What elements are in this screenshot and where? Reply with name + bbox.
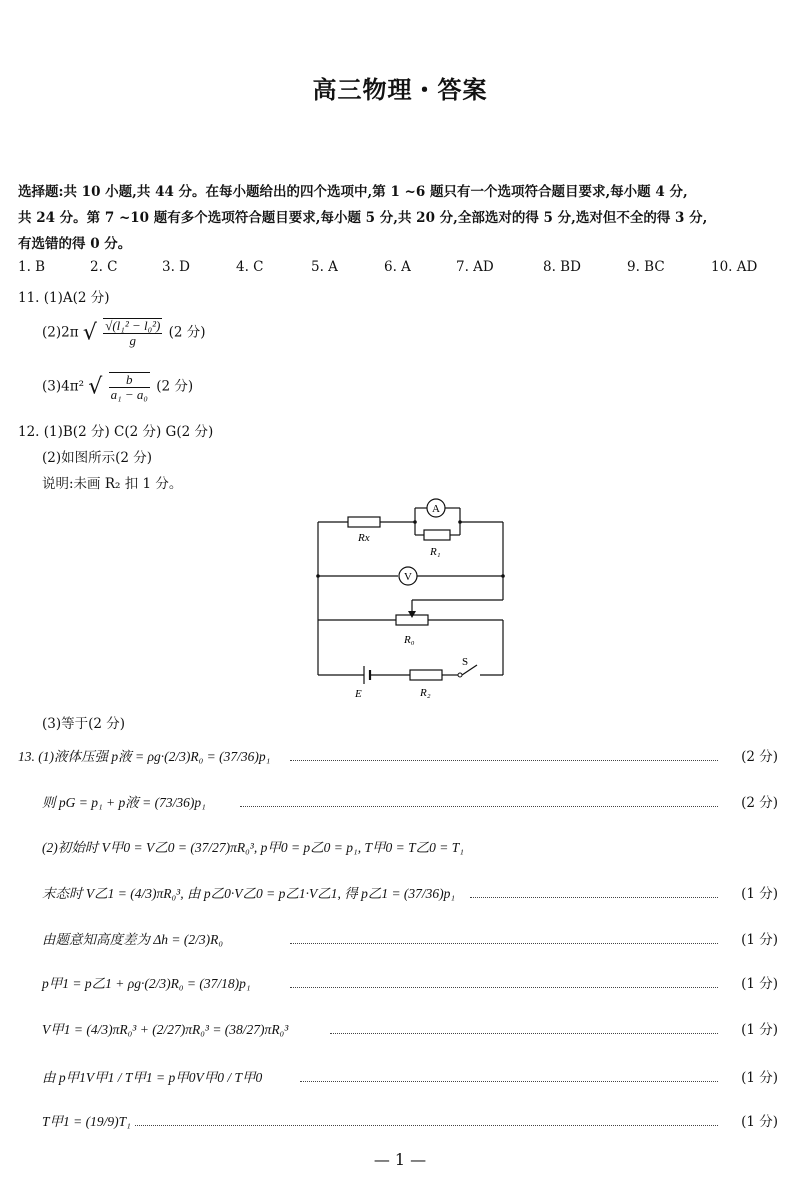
leader-dots bbox=[330, 1033, 718, 1034]
fraction-numerator: b bbox=[109, 373, 150, 388]
q13-line-7: V甲1 = (4/3)πR₀³ + (2/27)πR₀³ = (38/27)πR₀³ bbox=[42, 1022, 289, 1037]
emf-label: E bbox=[355, 688, 362, 700]
q11-part1: 11. (1)A(2 分) bbox=[18, 290, 110, 306]
intro-line-1: 选择题:共 10 小题,共 44 分。在每小题给出的四个选项中,第 1 ~6 题只有一个选项符合题目要求,每小题 4 分, bbox=[18, 184, 688, 200]
rx-label: Rx bbox=[358, 532, 370, 544]
r0-label: R₀ bbox=[404, 634, 415, 646]
leader-dots bbox=[135, 1125, 718, 1126]
fraction-denominator: g bbox=[129, 333, 137, 348]
sqrt-symbol: √ bbox=[82, 320, 97, 346]
answer-item: 5. A bbox=[311, 259, 338, 275]
q13-line-5-points: (1 分) bbox=[741, 932, 778, 948]
q13-line-5: 由题意知高度差为 Δh = (2/3)R₀ bbox=[42, 932, 224, 947]
q12-part1: 12. (1)B(2 分) C(2 分) G(2 分) bbox=[18, 424, 214, 440]
page-title: 高三物理・答案 bbox=[312, 75, 488, 104]
q11-part3 bbox=[42, 372, 193, 402]
leader-dots bbox=[240, 806, 718, 807]
leader-dots bbox=[290, 987, 718, 988]
q13-line-6-points: (1 分) bbox=[741, 976, 778, 992]
intro-line-3: 有选错的得 0 分。 bbox=[18, 236, 132, 252]
q13-line-3: (2)初始时 V甲0 = V乙0 = (37/27)πR₀³, p甲0 = p乙0 = p₁, T甲0 = T乙0 = T₁ bbox=[42, 840, 464, 855]
leader-dots bbox=[290, 943, 718, 944]
answer-item: 1. B bbox=[18, 259, 46, 275]
q13-line-2: 则 pG = p₁ + p液 = (73/36)p₁ bbox=[42, 795, 206, 810]
q12-part2: (2)如图所示(2 分) bbox=[42, 450, 153, 466]
q13-line-9: T甲1 = (19/9)T₁ bbox=[42, 1114, 131, 1129]
q13-line-9-points: (1 分) bbox=[741, 1114, 778, 1130]
fraction-denominator: a₁ − a₀ bbox=[110, 387, 148, 402]
fraction-numerator: √(l₁² − l₀²) bbox=[105, 318, 161, 333]
leader-dots bbox=[300, 1081, 718, 1082]
leader-dots bbox=[290, 760, 718, 761]
q13-line-1-points: (2 分) bbox=[741, 749, 778, 765]
answer-item: 2. C bbox=[90, 259, 118, 275]
q11-part2-prefix: (2)2π bbox=[42, 324, 79, 341]
q11-part3-points: (2 分) bbox=[156, 378, 194, 395]
q13-line-8-points: (1 分) bbox=[741, 1070, 778, 1086]
ammeter-label: A bbox=[432, 503, 440, 515]
r1-label: R₁ bbox=[430, 546, 441, 558]
answer-item: 6. A bbox=[384, 259, 411, 275]
q13-line-8: 由 p甲1V甲1 / T甲1 = p甲0V甲0 / T甲0 bbox=[42, 1070, 263, 1085]
voltmeter-label: V bbox=[404, 571, 412, 583]
circuit-diagram bbox=[300, 495, 520, 705]
r2-label: R₂ bbox=[420, 687, 431, 699]
q12-note: 说明:未画 R₂ 扣 1 分。 bbox=[42, 476, 183, 492]
q11-part2 bbox=[42, 318, 206, 348]
q13-line-1: 13. (1)液体压强 p液 = ρg·(2/3)R₀ = (37/36)p₁ bbox=[18, 749, 271, 764]
leader-dots bbox=[470, 897, 718, 898]
resistor-r1 bbox=[424, 530, 450, 540]
intro-line-2: 共 24 分。第 7 ~10 题有多个选项符合题目要求,每小题 5 分,共 20 分,全部选对的得 5 分,选对但不全的得 3 分, bbox=[18, 210, 708, 226]
q13-line-6: p甲1 = p乙1 + ρg·(2/3)R₀ = (37/18)p₁ bbox=[42, 976, 251, 991]
answer-item: 8. BD bbox=[543, 259, 581, 275]
q11-part3-fraction bbox=[109, 372, 150, 402]
q13-line-4-points: (1 分) bbox=[741, 886, 778, 902]
answer-item: 7. AD bbox=[456, 259, 494, 275]
sqrt-symbol: √ bbox=[88, 374, 103, 400]
q11-part2-fraction bbox=[103, 318, 162, 348]
answer-item: 9. BC bbox=[627, 259, 665, 275]
q11-part2-points: (2 分) bbox=[168, 324, 206, 341]
resistor-r2 bbox=[410, 670, 442, 680]
q13-line-7-points: (1 分) bbox=[741, 1022, 778, 1038]
page-number: — 1 — bbox=[373, 1150, 427, 1169]
q12-part3: (3)等于(2 分) bbox=[42, 716, 126, 732]
answer-item: 10. AD bbox=[711, 259, 758, 275]
answer-item: 3. D bbox=[162, 259, 190, 275]
resistor-rx bbox=[348, 517, 380, 527]
switch-label: S bbox=[462, 656, 469, 668]
q13-line-2-points: (2 分) bbox=[741, 795, 778, 811]
q11-part3-prefix: (3)4π² bbox=[42, 378, 84, 395]
q13-line-4: 末态时 V乙1 = (4/3)πR₀³, 由 p乙0·V乙0 = p乙1·V乙1, 得 p乙1 = (37/36)p₁ bbox=[42, 886, 456, 901]
answer-item: 4. C bbox=[236, 259, 264, 275]
